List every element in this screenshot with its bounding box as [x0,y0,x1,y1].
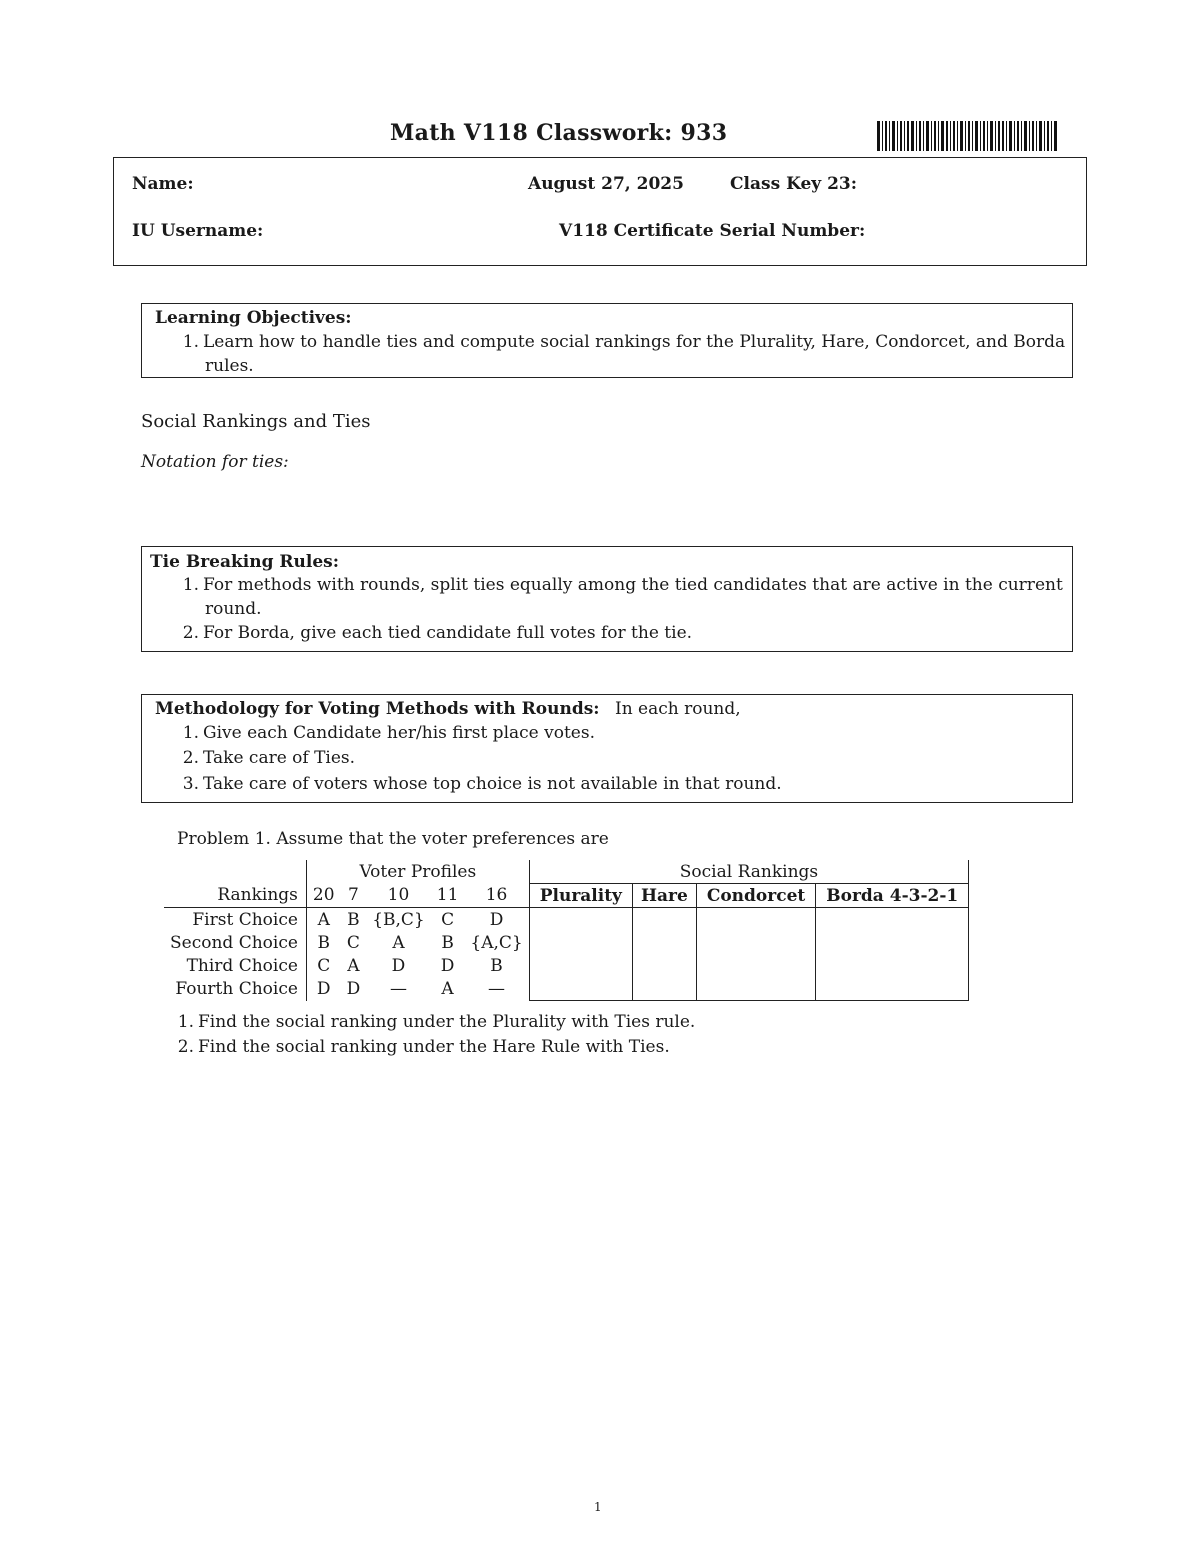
plurality-answer-cell[interactable] [529,931,632,954]
page-title: Math V118 Classwork: 933 [390,120,728,146]
condorcet-answer-cell[interactable] [696,977,815,1001]
methodology-item: 2. Take care of Ties. [182,748,356,768]
methodology-text: Give each Candidate her/his first place votes. [203,723,595,743]
date-text: August 27, 2025 [528,174,684,194]
hare-answer-cell[interactable] [632,977,696,1001]
table-cell: B [441,932,454,953]
borda-answer-cell[interactable] [816,931,969,954]
hare-answer-cell[interactable] [632,908,696,932]
table-cell: C [306,954,340,977]
serial-number-label: V118 Certificate Serial Number: [559,221,866,241]
objective-item-continued: rules. [205,356,254,376]
table-cell: {A,C} [470,932,523,953]
borda-column-header: Borda 4-3-2-1 [816,884,969,908]
rankings-header: Rankings [164,884,306,908]
condorcet-answer-cell[interactable] [696,954,815,977]
plurality-answer-cell[interactable] [529,977,632,1001]
voter-count: 7 [341,884,367,908]
table-cell: B [306,931,340,954]
methodology-text: Take care of voters whose top choice is not available in that round. [203,774,782,794]
tie-rule-item: 1. For methods with rounds, split ties equally among the tied candidates that are active in the current [182,575,1063,595]
table-cell: C [441,909,455,930]
question-item: 1. Find the social ranking under the Plurality with Ties rule. [177,1012,696,1032]
methodology-intro: In each round, [614,699,741,719]
table-row [164,977,969,1001]
name-label: Name: [132,174,194,194]
condorcet-answer-cell[interactable] [696,931,815,954]
plurality-column-header: Plurality [529,884,632,908]
row-label: Third Choice [186,955,298,976]
methodology-text: Take care of Ties. [203,748,356,768]
table-cell: D [346,978,361,999]
table-row [164,931,969,954]
table-row [164,954,969,977]
borda-answer-cell[interactable] [816,954,969,977]
voter-count: 20 [306,884,340,908]
table-cell: B [347,909,360,930]
hare-column-header: Hare [632,884,696,908]
table-cell: — [389,978,407,999]
condorcet-answer-cell[interactable] [696,908,815,932]
tie-rule-text: For Borda, give each tied candidate full votes for the tie. [203,623,693,643]
objective-item: 1. Learn how to handle ties and compute social rankings for the Plurality, Hare, Condorcet, and Borda [182,332,1066,352]
tie-rule-item: 2. For Borda, give each tied candidate full votes for the tie. [182,623,693,643]
methodology-heading [155,699,741,719]
learning-objectives-title: Learning Objectives: [155,308,352,328]
table-cell: C [346,932,360,953]
row-label: Second Choice [170,932,298,953]
class-key-label: Class Key 23: [730,174,858,194]
question-item: 2. Find the social ranking under the Hare Rule with Ties. [177,1037,670,1057]
hare-answer-cell[interactable] [632,954,696,977]
voter-preferences-table [164,860,969,1001]
voter-count: 10 [366,884,431,908]
table-cell: A [441,978,454,999]
question-text: Find the social ranking under the Hare Rule with Ties. [198,1037,670,1057]
condorcet-column-header: Condorcet [696,884,815,908]
table-cell: D [440,955,455,976]
objective-text: Learn how to handle ties and compute social rankings for the Plurality, Hare, Condorcet, and Borda [203,332,1066,352]
problem-intro: Problem 1. Assume that the voter preferences are [177,829,609,849]
table-cell: — [488,978,506,999]
table-cell: A [392,932,405,953]
table-row [164,908,969,932]
hare-answer-cell[interactable] [632,931,696,954]
methodology-item: 3. Take care of voters whose top choice is not available in that round. [182,774,782,794]
table-cell: A [347,955,360,976]
methodology-title: Methodology for Voting Methods with Rounds: [155,699,600,719]
question-text: Find the social ranking under the Plurality with Ties rule. [198,1012,696,1032]
social-rankings-header: Social Rankings [529,860,969,884]
plurality-answer-cell[interactable] [529,954,632,977]
borda-answer-cell[interactable] [816,908,969,932]
section-heading: Social Rankings and Ties [141,411,371,432]
voter-count: 11 [431,884,465,908]
row-label: First Choice [192,909,298,930]
table-cell: D [391,955,406,976]
borda-answer-cell[interactable] [816,977,969,1001]
username-label: IU Username: [132,221,264,241]
voter-count: 16 [464,884,529,908]
tie-rule-text: For methods with rounds, split ties equally among the tied candidates that are active in the current [203,575,1063,595]
methodology-item: 1. Give each Candidate her/his first place votes. [182,723,595,743]
voter-profiles-header: Voter Profiles [306,860,529,884]
table-cell: A [306,908,340,932]
table-cell: {B,C} [372,909,425,930]
tie-rules-title: Tie Breaking Rules: [150,552,340,572]
tie-rule-item-continued: round. [205,599,262,619]
page-number: 1 [594,1500,602,1514]
table-cell: B [490,955,503,976]
notation-label: Notation for ties: [141,452,289,472]
barcode-image [877,121,1059,151]
table-cell: D [306,977,340,1001]
row-label: Fourth Choice [175,978,298,999]
plurality-answer-cell[interactable] [529,908,632,932]
table-cell: D [489,909,504,930]
